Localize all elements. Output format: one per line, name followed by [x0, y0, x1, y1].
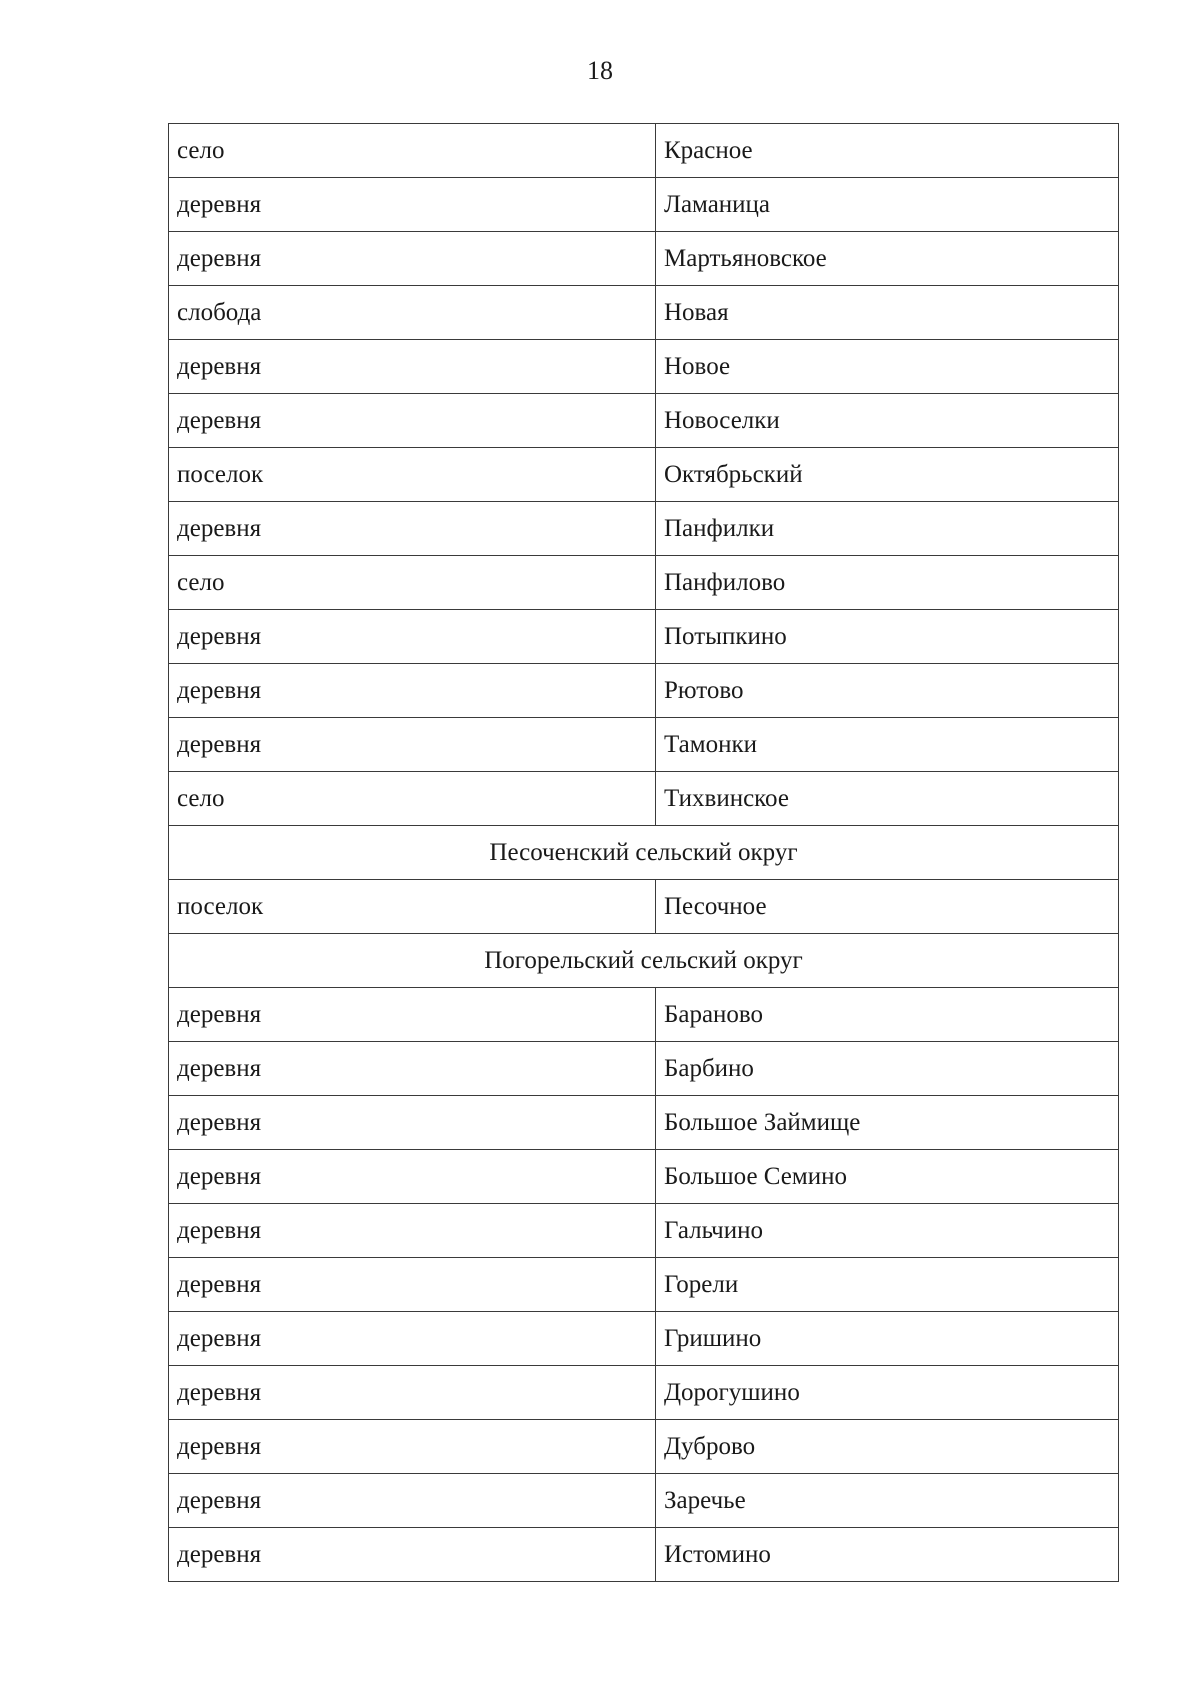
settlement-type-cell: поселок — [169, 880, 656, 934]
settlement-name-cell: Песочное — [656, 880, 1119, 934]
settlement-type-cell: деревня — [169, 178, 656, 232]
table-row — [169, 1528, 1119, 1582]
table-row — [169, 1258, 1119, 1312]
settlement-name-cell: Дорогушино — [656, 1366, 1119, 1420]
settlement-name-cell: Ламаница — [656, 178, 1119, 232]
settlements-table-body — [169, 124, 1119, 1582]
settlement-type-cell: деревня — [169, 1528, 656, 1582]
settlement-name-cell: Большое Займище — [656, 1096, 1119, 1150]
settlement-type-cell: село — [169, 556, 656, 610]
settlement-type-cell: деревня — [169, 1258, 656, 1312]
settlement-name-cell: Новая — [656, 286, 1119, 340]
table-row — [169, 178, 1119, 232]
settlement-type-cell: деревня — [169, 394, 656, 448]
settlement-type-cell: деревня — [169, 232, 656, 286]
table-row — [169, 286, 1119, 340]
settlement-name-cell: Гришино — [656, 1312, 1119, 1366]
settlement-type-cell: слобода — [169, 286, 656, 340]
table-row — [169, 556, 1119, 610]
table-row — [169, 394, 1119, 448]
table-row — [169, 1474, 1119, 1528]
settlement-name-cell: Тихвинское — [656, 772, 1119, 826]
table-row — [169, 880, 1119, 934]
table-row — [169, 1096, 1119, 1150]
table-row — [169, 718, 1119, 772]
settlement-type-cell: деревня — [169, 1474, 656, 1528]
settlement-name-cell: Потыпкино — [656, 610, 1119, 664]
settlement-name-cell: Новое — [656, 340, 1119, 394]
settlement-type-cell: деревня — [169, 1096, 656, 1150]
settlement-name-cell: Красное — [656, 124, 1119, 178]
settlement-type-cell: деревня — [169, 988, 656, 1042]
settlement-name-cell: Большое Семино — [656, 1150, 1119, 1204]
settlement-type-cell: деревня — [169, 1366, 656, 1420]
page-number: 18 — [587, 56, 613, 85]
table-row — [169, 610, 1119, 664]
settlement-name-cell: Новоселки — [656, 394, 1119, 448]
settlement-type-cell: деревня — [169, 1204, 656, 1258]
settlement-name-cell: Барбино — [656, 1042, 1119, 1096]
table-row — [169, 1366, 1119, 1420]
settlement-name-cell: Истомино — [656, 1528, 1119, 1582]
table-row — [169, 772, 1119, 826]
settlement-type-cell: деревня — [169, 1420, 656, 1474]
settlement-type-cell: деревня — [169, 1312, 656, 1366]
table-row — [169, 340, 1119, 394]
table-row — [169, 664, 1119, 718]
section-header-row — [169, 934, 1119, 988]
table-row — [169, 448, 1119, 502]
table-row — [169, 232, 1119, 286]
settlement-type-cell: деревня — [169, 664, 656, 718]
table-row — [169, 502, 1119, 556]
section-title: Песоченский сельский округ — [169, 826, 1119, 880]
settlement-name-cell: Тамонки — [656, 718, 1119, 772]
section-header-row — [169, 826, 1119, 880]
table-row — [169, 1204, 1119, 1258]
table-row — [169, 1312, 1119, 1366]
settlement-name-cell: Гальчино — [656, 1204, 1119, 1258]
settlement-type-cell: село — [169, 772, 656, 826]
settlement-type-cell: деревня — [169, 340, 656, 394]
settlement-type-cell: деревня — [169, 610, 656, 664]
table-row — [169, 1042, 1119, 1096]
settlement-type-cell: деревня — [169, 718, 656, 772]
settlement-name-cell: Октябрьский — [656, 448, 1119, 502]
settlement-name-cell: Панфилово — [656, 556, 1119, 610]
settlement-type-cell: деревня — [169, 502, 656, 556]
settlement-type-cell: деревня — [169, 1042, 656, 1096]
settlement-name-cell: Бараново — [656, 988, 1119, 1042]
settlement-name-cell: Мартьяновское — [656, 232, 1119, 286]
table-row — [169, 988, 1119, 1042]
settlements-table — [168, 123, 1119, 1582]
table-row — [169, 124, 1119, 178]
table-row — [169, 1420, 1119, 1474]
settlement-type-cell: поселок — [169, 448, 656, 502]
settlement-name-cell: Рютово — [656, 664, 1119, 718]
settlement-type-cell: село — [169, 124, 656, 178]
settlement-name-cell: Панфилки — [656, 502, 1119, 556]
settlement-name-cell: Заречье — [656, 1474, 1119, 1528]
settlement-type-cell: деревня — [169, 1150, 656, 1204]
settlement-name-cell: Горели — [656, 1258, 1119, 1312]
section-title: Погорельский сельский округ — [169, 934, 1119, 988]
table-row — [169, 1150, 1119, 1204]
settlement-name-cell: Дуброво — [656, 1420, 1119, 1474]
